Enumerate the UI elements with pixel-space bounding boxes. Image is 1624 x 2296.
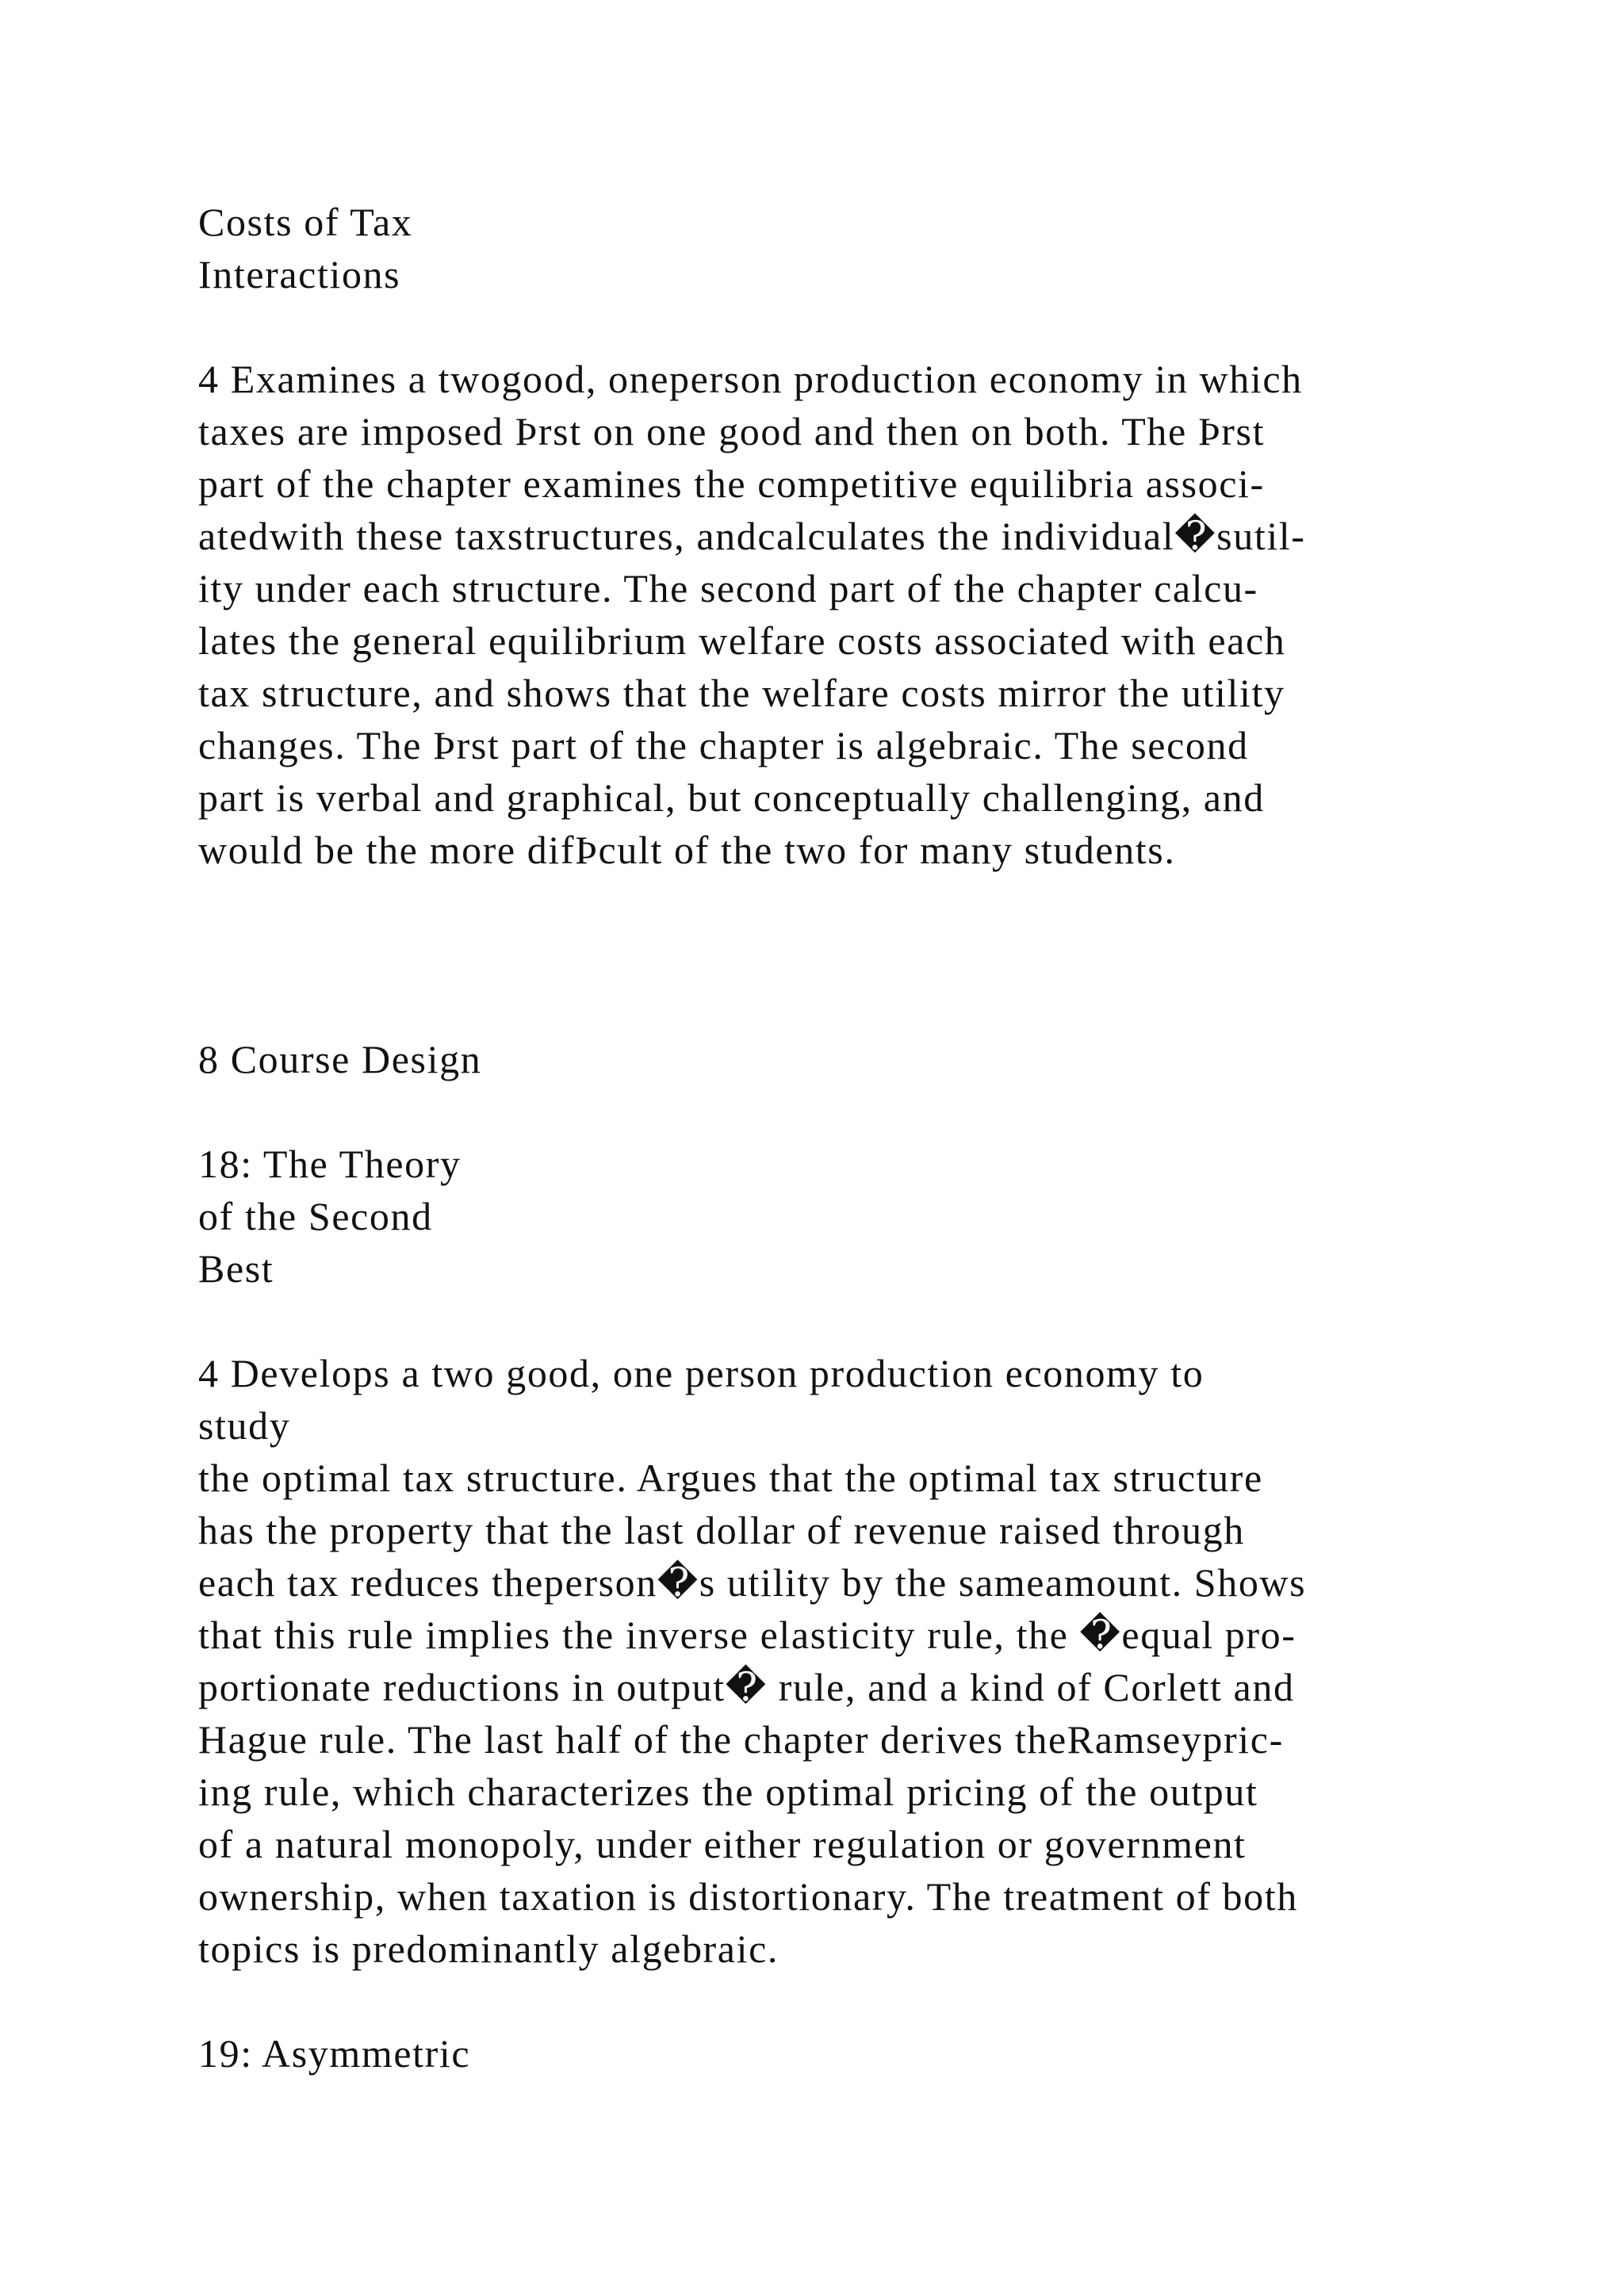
body-line: would be the more difÞcult of the two for many students. bbox=[198, 828, 1176, 872]
body-line: has the property that the last dollar of revenue raised through bbox=[198, 1508, 1245, 1552]
body-line: ownership, when taxation is distortionary. The treatment of both bbox=[198, 1874, 1298, 1919]
body-line: atedwith these taxstructures, andcalculates the individual�sutil- bbox=[198, 514, 1306, 558]
body-line: taxes are imposed Þrst on one good and then on both. The Þrst bbox=[198, 409, 1266, 453]
body-line: that this rule implies the inverse elasticity rule, the �equal pro- bbox=[198, 1613, 1297, 1657]
body-line: tax structure, and shows that the welfare costs mirror the utility bbox=[198, 671, 1285, 715]
page-header: 8 Course Design bbox=[198, 1037, 482, 1081]
body-line: part of the chapter examines the competitive equilibria associ- bbox=[198, 461, 1265, 506]
body-line: changes. The Þrst part of the chapter is algebraic. The second bbox=[198, 723, 1249, 767]
section-heading-line: 19: Asymmetric bbox=[198, 2031, 471, 2076]
section-heading-line: Interactions bbox=[198, 252, 401, 297]
body-line: study bbox=[198, 1403, 291, 1448]
body-line: portionate reductions in output� rule, and a kind of Corlett and bbox=[198, 1665, 1295, 1709]
body-line: of a natural monopoly, under either regulation or government bbox=[198, 1822, 1247, 1866]
body-line: each tax reduces theperson�s utility by the sameamount. Shows bbox=[198, 1560, 1307, 1605]
body-line: 4 Examines a twogood, oneperson production economy in which bbox=[198, 357, 1303, 401]
body-line: ing rule, which characterizes the optimal pricing of the output bbox=[198, 1770, 1258, 1814]
body-line: the optimal tax structure. Argues that the optimal tax structure bbox=[198, 1456, 1263, 1500]
body-line: 4 Develops a two good, one person production economy to bbox=[198, 1351, 1205, 1395]
section-heading-line: of the Second bbox=[198, 1194, 433, 1238]
body-line: ity under each structure. The second part of the chapter calcu- bbox=[198, 566, 1258, 610]
body-line: lates the general equilibrium welfare costs associated with each bbox=[198, 618, 1286, 663]
section-heading-line: Costs of Tax bbox=[198, 200, 413, 244]
section-heading-line: 18: The Theory bbox=[198, 1142, 462, 1186]
body-line: part is verbal and graphical, but conceptually challenging, and bbox=[198, 775, 1265, 820]
section-heading-line: Best bbox=[198, 1246, 274, 1291]
body-line: topics is predominantly algebraic. bbox=[198, 1927, 779, 1971]
body-line: Hague rule. The last half of the chapter derives theRamseypric- bbox=[198, 1717, 1284, 1762]
